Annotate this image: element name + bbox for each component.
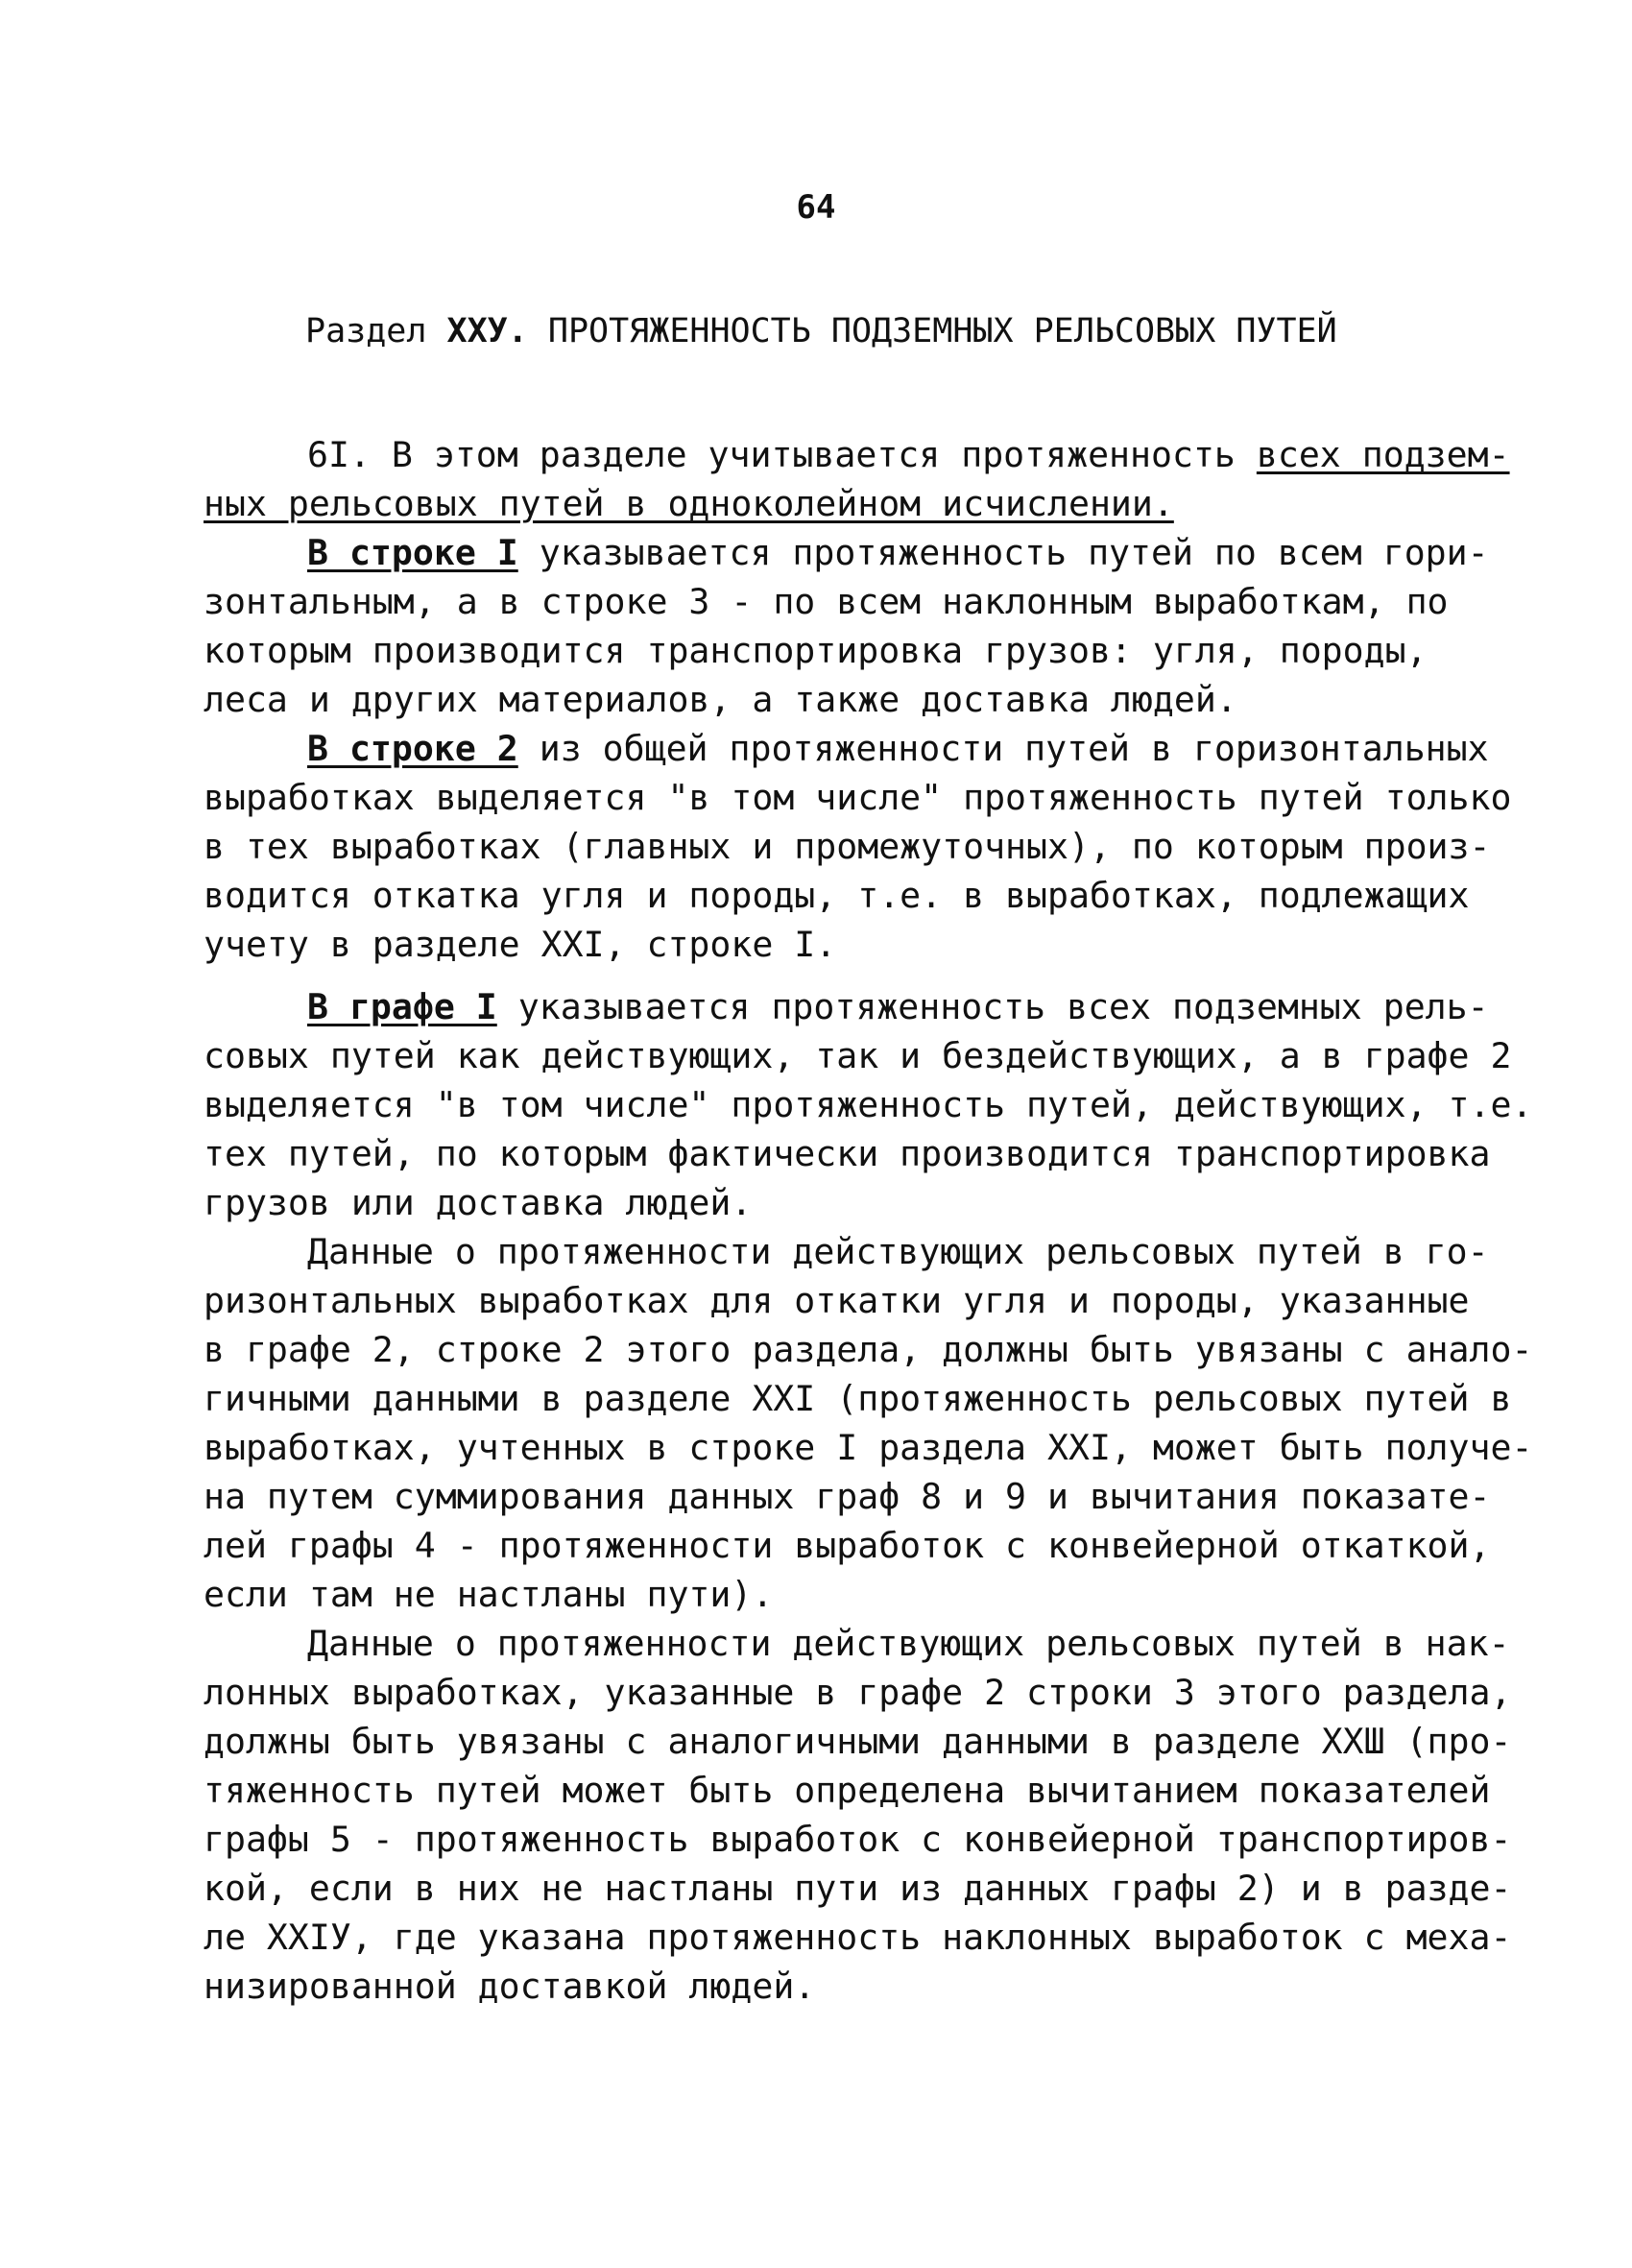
section-title-text: ПРОТЯЖЕННОСТЬ ПОДЗЕМНЫХ РЕЛЬСОВЫХ ПУТЕЙ xyxy=(547,312,1337,350)
paragraph-line: лонных выработках, указанные в графе 2 строки 3 этого раздела, xyxy=(204,1672,1512,1713)
paragraph-line: выделяется "в том числе" протяженность путей, действующих, т.е. xyxy=(204,1084,1533,1125)
paragraph-line: леса и других материалов, а также доставка людей. xyxy=(204,679,1237,720)
section-title xyxy=(305,312,1337,350)
paragraph-line xyxy=(204,982,1489,1031)
paragraph-line: ризонтальных выработках для откатки угля и породы, указанные xyxy=(204,1280,1470,1321)
paragraph-line: кой, если в них не настланы пути из данных графы 2) и в разде- xyxy=(204,1868,1512,1909)
underlined-text: ных рельсовых путей в одноколейном исчислении. xyxy=(204,483,1174,524)
paragraph-line: лей графы 4 - протяженности выработок с конвейерной откаткой, xyxy=(204,1525,1491,1566)
paragraph-line: учету в разделе ХХI, строке I. xyxy=(204,924,837,965)
paragraph-line: тех путей, по которым фактически производится транспортировка xyxy=(204,1133,1491,1174)
text-run: из общей протяженности путей в горизонтальных xyxy=(517,728,1489,769)
paragraph-line: которым производится транспортировка грузов: угля, породы, xyxy=(204,630,1428,671)
paragraph-line: ле ХХIУ, где указана протяженность наклонных выработок с меха- xyxy=(204,1917,1512,1958)
underlined-text: В графе I xyxy=(307,986,497,1027)
text-run: 6I. В этом разделе учитывается протяженность xyxy=(307,434,1257,475)
paragraph-line: графы 5 - протяженность выработок с конвейерной транспортиров- xyxy=(204,1819,1512,1860)
paragraph-line: должны быть увязаны с аналогичными данными в разделе ХХШ (про- xyxy=(204,1721,1512,1762)
document-body xyxy=(204,430,1533,2011)
paragraph-line: выработках, учтенных в строке I раздела ХХI, может быть получе- xyxy=(204,1427,1533,1468)
paragraph-61-line xyxy=(204,479,1480,528)
text-run: указывается протяженность путей по всем гори- xyxy=(517,532,1489,573)
paragraph-line: гичными данными в разделе ХХI (протяженность рельсовых путей в xyxy=(204,1378,1512,1419)
paragraph-line: водится откатка угля и породы, т.е. в выработках, подлежащих xyxy=(204,875,1470,916)
section-title-numeral: ХХУ. xyxy=(446,312,528,350)
paragraph-line: выработках выделяется "в том числе" протяженность путей только xyxy=(204,777,1512,818)
underlined-text: В строке 2 xyxy=(307,728,518,769)
paragraph-line: низированной доставкой людей. xyxy=(204,1966,816,2007)
paragraph-line: если там не настланы пути). xyxy=(204,1574,774,1615)
paragraph-line: в тех выработках (главных и промежуточных), по которым произ- xyxy=(204,826,1491,867)
underlined-text: В строке I xyxy=(307,532,518,573)
paragraph-line: тяженность путей может быть определена вычитанием показателей xyxy=(204,1770,1491,1811)
underlined-text: всех подзем- xyxy=(1256,434,1510,475)
section-title-prefix: Раздел xyxy=(305,312,427,350)
paragraph-line: Данные о протяженности действующих рельсовых путей в го- xyxy=(307,1231,1489,1272)
paragraph-line: на путем суммирования данных граф 8 и 9 и вычитания показате- xyxy=(204,1476,1491,1517)
paragraph-gap xyxy=(204,969,1480,982)
page-number: 64 xyxy=(796,188,836,227)
paragraph-line: в графе 2, строке 2 этого раздела, должны быть увязаны с анало- xyxy=(204,1329,1533,1370)
paragraph-line: зонтальным, а в строке 3 - по всем наклонным выработкам, по xyxy=(204,581,1449,622)
paragraph-line xyxy=(204,724,1489,773)
paragraph-61-line xyxy=(204,430,1510,479)
paragraph-line: совых путей как действующих, так и бездействующих, а в графе 2 xyxy=(204,1035,1512,1076)
paragraph-line xyxy=(204,528,1489,577)
text-run: указывается протяженность всех подземных рель- xyxy=(496,986,1489,1027)
paragraph-line: грузов или доставка людей. xyxy=(204,1182,753,1223)
paragraph-line: Данные о протяженности действующих рельсовых путей в нак- xyxy=(307,1623,1510,1664)
